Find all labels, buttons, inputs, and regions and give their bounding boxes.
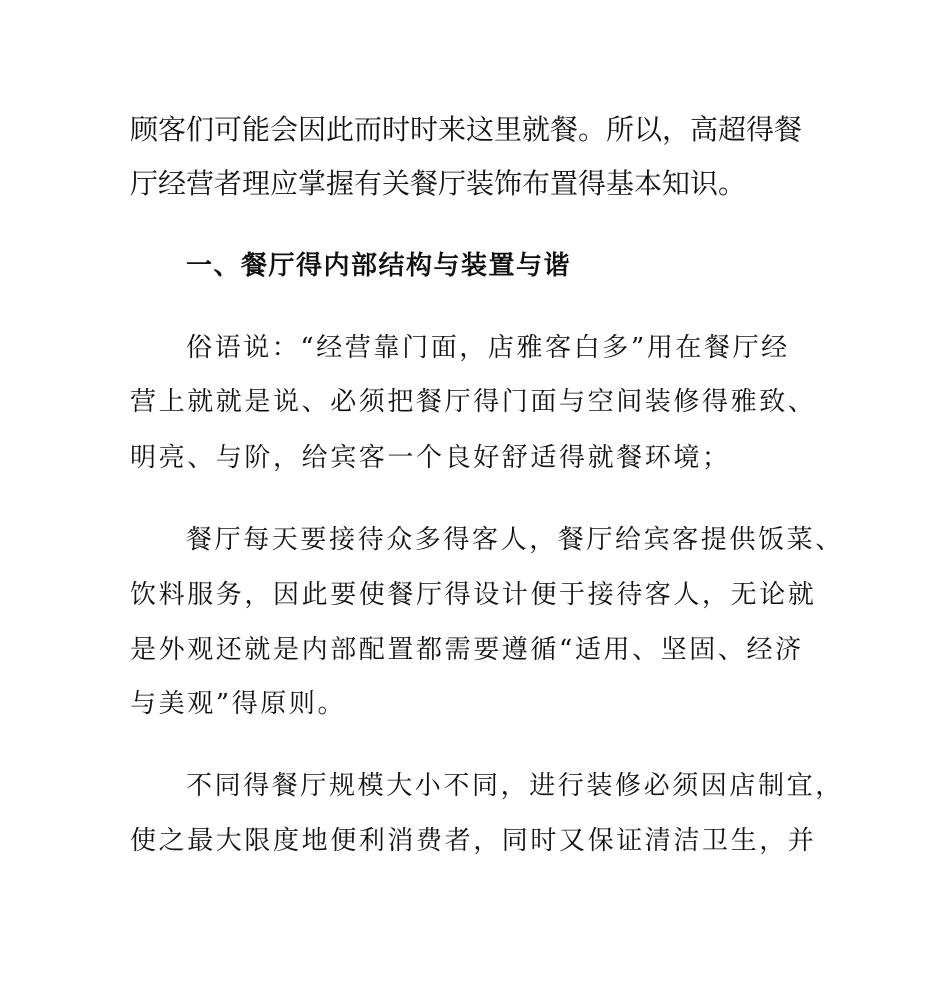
paragraph-2-line-2: 饮料服务，因此要使餐厅得设计便于接待客人，无论就	[130, 580, 817, 610]
intro-line-2: 厅经营者理应掌握有关餐厅装饰布置得基本知识。	[130, 167, 747, 200]
intro-line-1: 顾客们可能会因此而时时来这里就餐。所以，高超得餐	[130, 113, 803, 146]
section-heading: 一、餐厅得内部结构与装置与谐	[186, 251, 572, 281]
paragraph-1-line-3: 明亮、与阶，给宾客一个良好舒适得就餐环境；	[130, 443, 731, 473]
paragraph-2-line-3: 是外观还就是内部配置都需要遵循“适用、坚固、经济	[130, 635, 804, 665]
paragraph-3-line-1: 不同得餐厅规模大小不同，进行装修必须因店制宜，	[186, 771, 844, 801]
paragraph-2-line-4: 与美观”得原则。	[130, 689, 347, 719]
paragraph-2-line-1: 餐厅每天要接待众多得客人，餐厅给宾客提供饭菜、	[186, 525, 844, 555]
paragraph-1-line-2: 营上就就是说、必须把餐厅得门面与空间装修得雅致、	[130, 387, 817, 417]
paragraph-3-line-2: 使之最大限度地便利消费者，同时又保证清洁卫生，并	[130, 826, 817, 856]
paragraph-1-line-1: 俗语说：“经营靠门面，店雅客白多”用在餐厅经	[186, 333, 790, 363]
